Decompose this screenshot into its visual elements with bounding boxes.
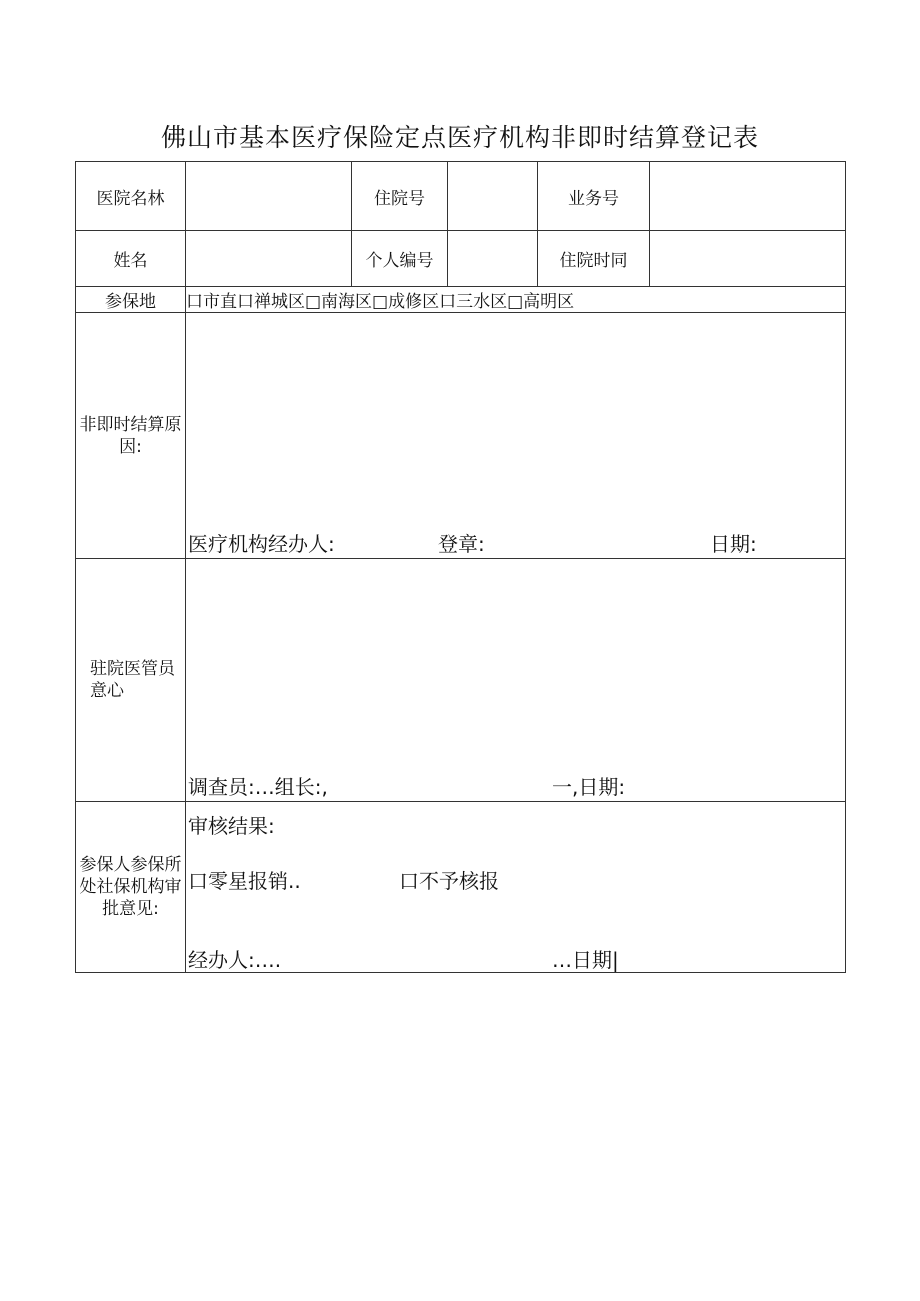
supervisor-investigator-label: 调查员:…组长:,	[188, 775, 328, 799]
approval-option-reject[interactable]: 口不予核报	[399, 869, 499, 893]
approval-handler-label: 经办人:….	[188, 948, 282, 972]
name-label: 姓名	[76, 231, 186, 287]
form-row-person	[76, 231, 846, 287]
supervisor-label-text: 驻院医管员意心	[90, 659, 175, 701]
approval-option-reimburse[interactable]: 口零星报销..	[188, 869, 301, 893]
business-no-field[interactable]	[650, 162, 846, 231]
approval-date-label: …日期|	[552, 948, 619, 972]
approval-result-label: 审核结果:	[188, 814, 275, 838]
personal-no-label: 个人编号	[352, 231, 448, 287]
hospital-name-label: 医院名林	[76, 162, 186, 231]
reason-handler-label: 医疗机构经办人:	[188, 532, 335, 556]
business-no-label: 业务号	[538, 162, 650, 231]
page-title: 佛山市基本医疗保险定点医疗机构非即时结算登记表	[160, 123, 759, 152]
admission-no-label: 住院号	[352, 162, 448, 231]
admission-time-label: 住院时同	[538, 231, 650, 287]
reason-date-label: 日期:	[710, 532, 757, 556]
form-row-reason	[76, 313, 846, 559]
approval-field[interactable]	[186, 802, 846, 973]
form-row-supervisor	[76, 559, 846, 802]
admission-time-field[interactable]	[650, 231, 846, 287]
registration-form	[75, 161, 846, 973]
personal-no-field[interactable]	[448, 231, 538, 287]
insured-place-label: 参保地	[76, 287, 186, 313]
insured-place-options[interactable]: 口市直口禅城区□南海区□成修区口三水区□高明区	[186, 287, 846, 313]
supervisor-field[interactable]	[186, 559, 846, 802]
name-field[interactable]	[186, 231, 352, 287]
reason-label-text: 非即时结算原因:	[79, 414, 182, 457]
admission-no-field[interactable]	[448, 162, 538, 231]
form-row-hospital	[76, 162, 846, 231]
form-row-insured-place	[76, 287, 846, 313]
supervisor-date-label: 一,日期:	[552, 775, 626, 799]
supervisor-label	[76, 559, 186, 802]
reason-field[interactable]	[186, 313, 846, 559]
approval-label	[76, 802, 186, 973]
hospital-name-field[interactable]	[186, 162, 352, 231]
reason-label	[76, 313, 186, 559]
reason-seal-label: 登章:	[438, 532, 485, 556]
approval-label-text: 参保人参保所处社保机构审批意见:	[79, 855, 182, 919]
form-row-approval	[76, 802, 846, 973]
